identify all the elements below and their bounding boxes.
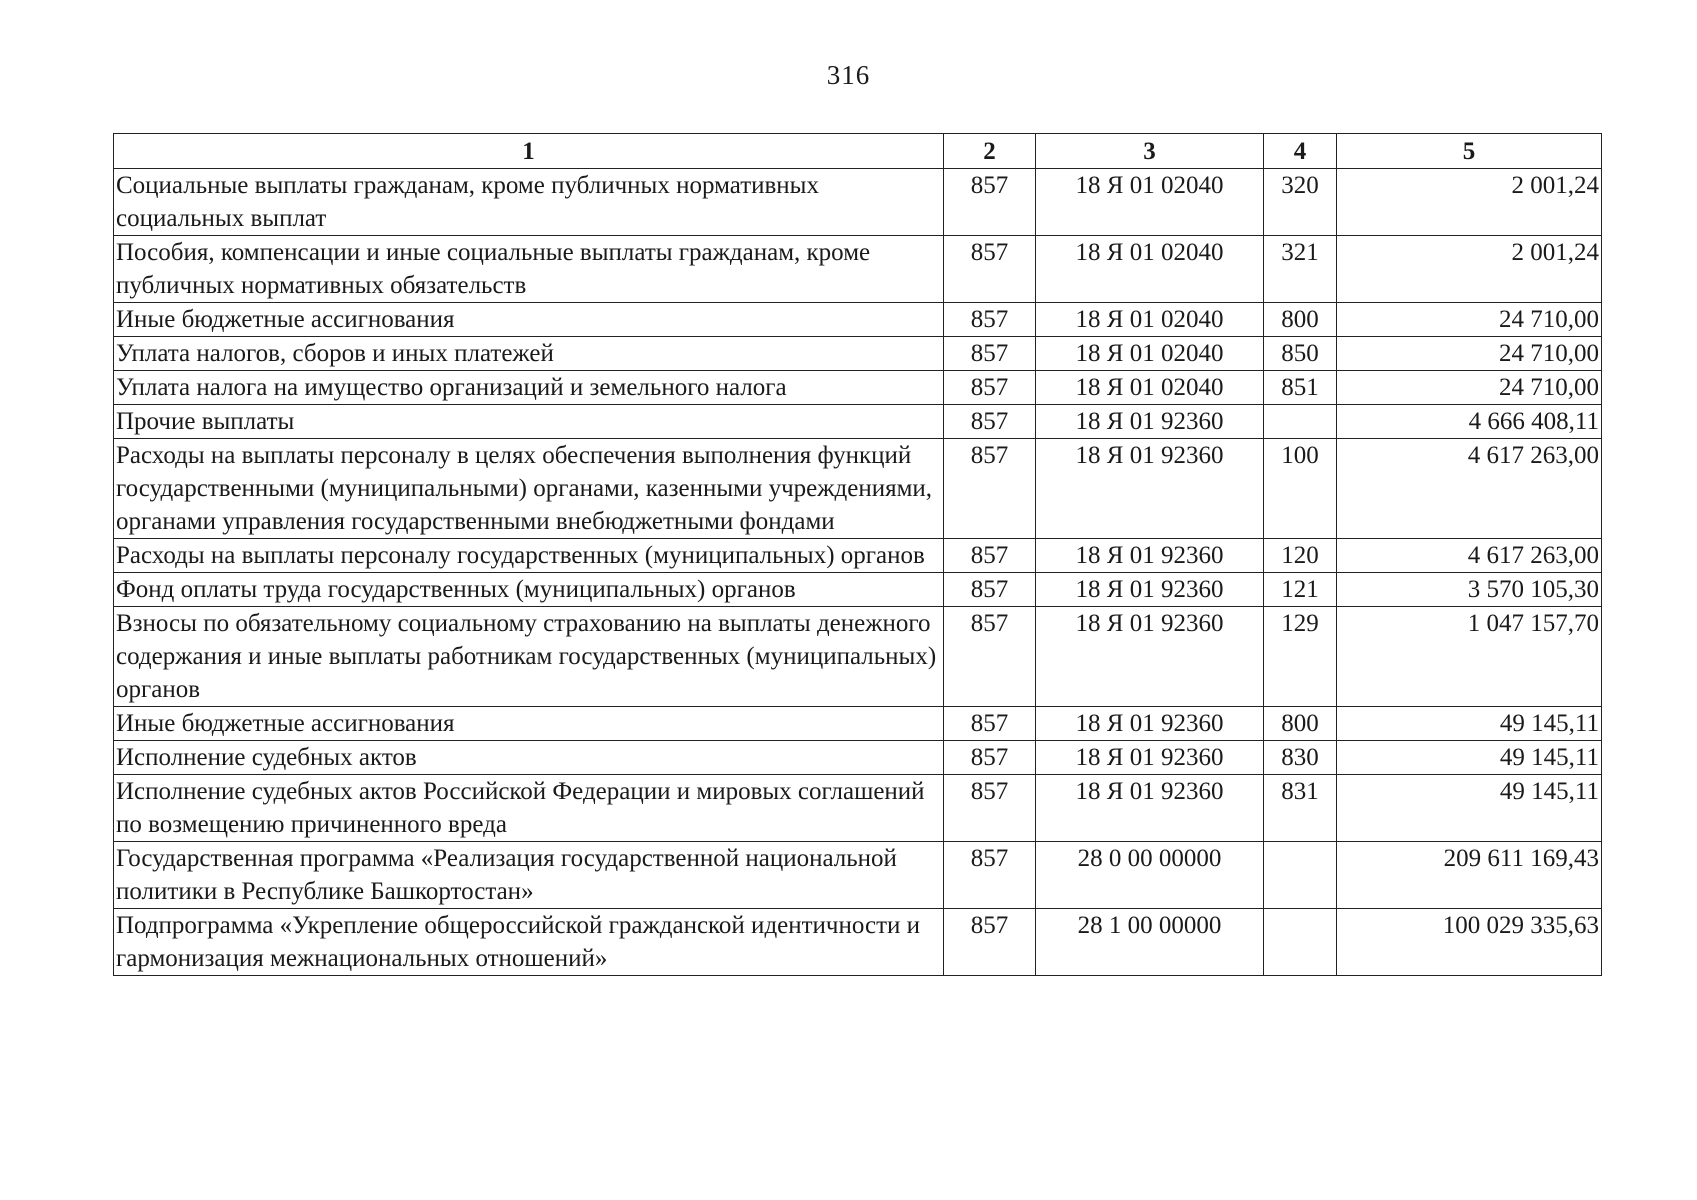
row-ministry-code: 857	[944, 371, 1036, 405]
row-name: Иные бюджетные ассигнования	[114, 707, 944, 741]
header-col-4: 4	[1264, 134, 1337, 169]
row-name: Государственная программа «Реализация государственной национальной политики в Республике Башкортостан»	[114, 842, 944, 909]
row-name: Подпрограмма «Укрепление общероссийской гражданской идентичности и гармонизация межнациональных отношений»	[114, 909, 944, 976]
row-expense-type: 830	[1264, 741, 1337, 775]
row-amount: 24 710,00	[1337, 303, 1602, 337]
row-name: Исполнение судебных актов	[114, 741, 944, 775]
row-target-article: 18 Я 01 02040	[1036, 169, 1264, 236]
row-ministry-code: 857	[944, 707, 1036, 741]
row-target-article: 18 Я 01 02040	[1036, 371, 1264, 405]
table-header	[114, 134, 1602, 169]
row-amount: 4 617 263,00	[1337, 439, 1602, 539]
table-row	[114, 775, 1602, 842]
row-expense-type: 100	[1264, 439, 1337, 539]
table-row	[114, 573, 1602, 607]
row-amount: 49 145,11	[1337, 775, 1602, 842]
row-expense-type: 321	[1264, 236, 1337, 303]
table-row	[114, 909, 1602, 976]
header-col-3: 3	[1036, 134, 1264, 169]
row-ministry-code: 857	[944, 337, 1036, 371]
row-expense-type	[1264, 405, 1337, 439]
row-name: Расходы на выплаты персоналу в целях обеспечения выполнения функций государственными (муниципальными) органами, казенными учреждениями, органами управления государственными внебюджетными фондами	[114, 439, 944, 539]
row-name: Расходы на выплаты персоналу государственных (муниципальных) органов	[114, 539, 944, 573]
row-target-article: 18 Я 01 02040	[1036, 337, 1264, 371]
header-col-1: 1	[114, 134, 944, 169]
row-ministry-code: 857	[944, 842, 1036, 909]
row-target-article: 28 1 00 00000	[1036, 909, 1264, 976]
row-ministry-code: 857	[944, 909, 1036, 976]
row-amount: 1 047 157,70	[1337, 607, 1602, 707]
row-expense-type	[1264, 909, 1337, 976]
row-target-article: 28 0 00 00000	[1036, 842, 1264, 909]
page-number: 316	[826, 60, 871, 90]
row-expense-type: 850	[1264, 337, 1337, 371]
row-name: Уплата налога на имущество организаций и земельного налога	[114, 371, 944, 405]
row-amount: 24 710,00	[1337, 371, 1602, 405]
row-target-article: 18 Я 01 92360	[1036, 573, 1264, 607]
table-row	[114, 741, 1602, 775]
row-ministry-code: 857	[944, 405, 1036, 439]
row-amount: 4 617 263,00	[1337, 539, 1602, 573]
row-expense-type: 851	[1264, 371, 1337, 405]
row-target-article: 18 Я 01 92360	[1036, 439, 1264, 539]
row-target-article: 18 Я 01 02040	[1036, 303, 1264, 337]
row-target-article: 18 Я 01 92360	[1036, 405, 1264, 439]
table-row	[114, 439, 1602, 539]
row-amount: 2 001,24	[1337, 169, 1602, 236]
row-name: Иные бюджетные ассигнования	[114, 303, 944, 337]
row-expense-type	[1264, 842, 1337, 909]
row-amount: 49 145,11	[1337, 707, 1602, 741]
row-amount: 209 611 169,43	[1337, 842, 1602, 909]
table-row	[114, 405, 1602, 439]
row-name: Исполнение судебных актов Российской Федерации и мировых соглашений по возмещению причиненного вреда	[114, 775, 944, 842]
row-ministry-code: 857	[944, 607, 1036, 707]
row-expense-type: 129	[1264, 607, 1337, 707]
row-ministry-code: 857	[944, 236, 1036, 303]
table-row	[114, 842, 1602, 909]
row-ministry-code: 857	[944, 573, 1036, 607]
table-row	[114, 337, 1602, 371]
header-col-5: 5	[1337, 134, 1602, 169]
row-name: Социальные выплаты гражданам, кроме публичных нормативных социальных выплат	[114, 169, 944, 236]
table-row	[114, 371, 1602, 405]
table-row	[114, 303, 1602, 337]
table-row	[114, 607, 1602, 707]
row-target-article: 18 Я 01 92360	[1036, 607, 1264, 707]
row-amount: 2 001,24	[1337, 236, 1602, 303]
row-amount: 3 570 105,30	[1337, 573, 1602, 607]
row-expense-type: 800	[1264, 303, 1337, 337]
header-row	[114, 134, 1602, 169]
row-target-article: 18 Я 01 92360	[1036, 775, 1264, 842]
row-amount: 100 029 335,63	[1337, 909, 1602, 976]
row-target-article: 18 Я 01 92360	[1036, 741, 1264, 775]
row-target-article: 18 Я 01 92360	[1036, 539, 1264, 573]
table-row	[114, 169, 1602, 236]
row-name: Пособия, компенсации и иные социальные выплаты гражданам, кроме публичных нормативных обязательств	[114, 236, 944, 303]
row-expense-type: 800	[1264, 707, 1337, 741]
row-name: Уплата налогов, сборов и иных платежей	[114, 337, 944, 371]
table-row	[114, 539, 1602, 573]
row-name: Взносы по обязательному социальному страхованию на выплаты денежного содержания и иные выплаты работникам государственных (муниципальных) органов	[114, 607, 944, 707]
row-ministry-code: 857	[944, 539, 1036, 573]
row-expense-type: 120	[1264, 539, 1337, 573]
row-ministry-code: 857	[944, 169, 1036, 236]
row-amount: 24 710,00	[1337, 337, 1602, 371]
row-expense-type: 121	[1264, 573, 1337, 607]
row-amount: 49 145,11	[1337, 741, 1602, 775]
row-ministry-code: 857	[944, 741, 1036, 775]
budget-table	[113, 133, 1602, 976]
row-amount: 4 666 408,11	[1337, 405, 1602, 439]
row-ministry-code: 857	[944, 303, 1036, 337]
table-body	[114, 169, 1602, 976]
row-name: Фонд оплаты труда государственных (муниципальных) органов	[114, 573, 944, 607]
table-row	[114, 236, 1602, 303]
row-expense-type: 320	[1264, 169, 1337, 236]
table-row	[114, 707, 1602, 741]
row-ministry-code: 857	[944, 439, 1036, 539]
header-col-2: 2	[944, 134, 1036, 169]
row-name: Прочие выплаты	[114, 405, 944, 439]
row-expense-type: 831	[1264, 775, 1337, 842]
row-ministry-code: 857	[944, 775, 1036, 842]
row-target-article: 18 Я 01 92360	[1036, 707, 1264, 741]
row-target-article: 18 Я 01 02040	[1036, 236, 1264, 303]
